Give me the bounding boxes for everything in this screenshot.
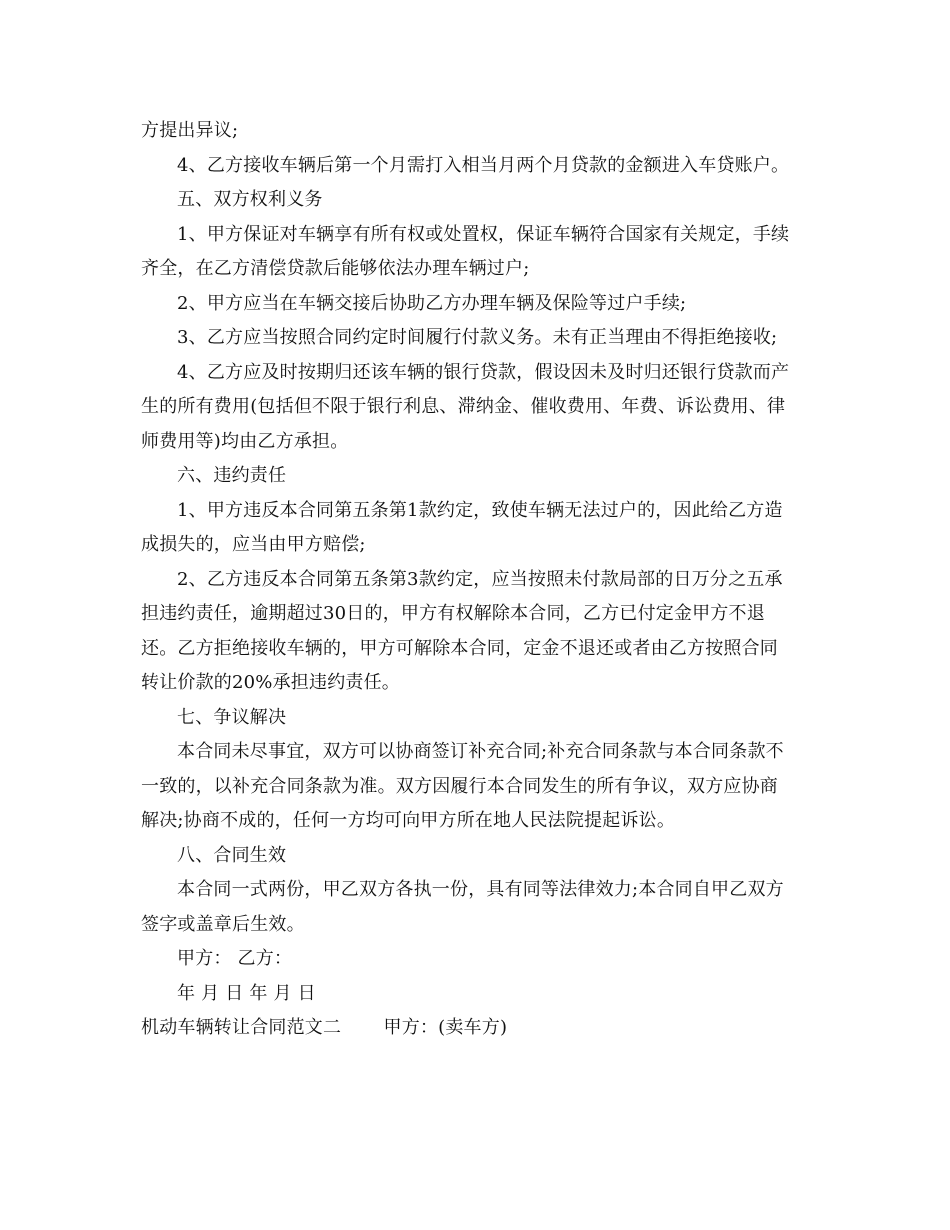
text-line: 3、乙方应当按照合同约定时间履行付款义务。未有正当理由不得拒绝接收; [177, 327, 778, 348]
section-heading: 八、合同生效 [177, 844, 287, 866]
text-line: 成损失的，应当由甲方赔偿; [141, 534, 366, 555]
text-line: 1、甲方违反本合同第五条第1款约定，致使车辆无法过户的，因此给乙方造 [177, 499, 783, 521]
text-line: 解决;协商不成的，任何一方均可向甲方所在地人民法院提起诉讼。 [141, 810, 676, 831]
text-line: 担违约责任，逾期超过30日的，甲方有权解除本合同，乙方已付定金甲方不退 [141, 603, 765, 624]
signature-parties: 甲方： 乙方： [177, 948, 293, 969]
text-line: 方提出异议; [141, 120, 239, 141]
next-contract-title: 机动车辆转让合同范文二 甲方：(卖车方) [141, 1017, 508, 1038]
text-line: 本合同一式两份，甲乙双方各执一份，具有同等法律效力;本合同自甲乙双方 [177, 879, 784, 900]
text-line: 4、乙方应及时按期归还该车辆的银行贷款，假设因未及时归还银行贷款而产 [177, 361, 790, 383]
text-line: 本合同未尽事宜，双方可以协商签订补充合同;补充合同条款与本合同条款不 [177, 741, 784, 762]
text-line: 2、乙方违反本合同第五条第3款约定，应当按照未付款局部的日万分之五承 [177, 568, 783, 590]
text-line: 2、甲方应当在车辆交接后协助乙方办理车辆及保险等过户手续; [177, 292, 687, 314]
text-line: 1、甲方保证对车辆享有所有权或处置权，保证车辆符合国家有关规定，手续 [177, 223, 790, 245]
section-heading: 五、双方权利义务 [177, 189, 323, 210]
section-heading: 六、违约责任 [177, 465, 287, 486]
text-line: 生的所有费用(包括但不限于银行利息、滞纳金、催收费用、年费、诉讼费用、律 [141, 396, 786, 417]
document-body [141, 114, 811, 1046]
text-line: 师费用等)均由乙方承担。 [141, 430, 349, 452]
text-line: 还。乙方拒绝接收车辆的，甲方可解除本合同，定金不退还或者由乙方按照合同 [141, 637, 778, 659]
signature-dates: 年 月 日 年 月 日 [177, 982, 316, 1004]
text-line: 转让价款的20%承担违约责任。 [141, 672, 401, 693]
text-line: 4、乙方接收车辆后第一个月需打入相当月两个月贷款的金额进入车贷账户。 [177, 154, 790, 176]
text-line: 一致的，以补充合同条款为准。双方因履行本合同发生的所有争议，双方应协商 [141, 775, 778, 797]
text-line: 齐全，在乙方清偿贷款后能够依法办理车辆过户; [141, 258, 530, 279]
text-line: 签字或盖章后生效。 [141, 913, 305, 935]
section-heading: 七、争议解决 [177, 706, 287, 728]
